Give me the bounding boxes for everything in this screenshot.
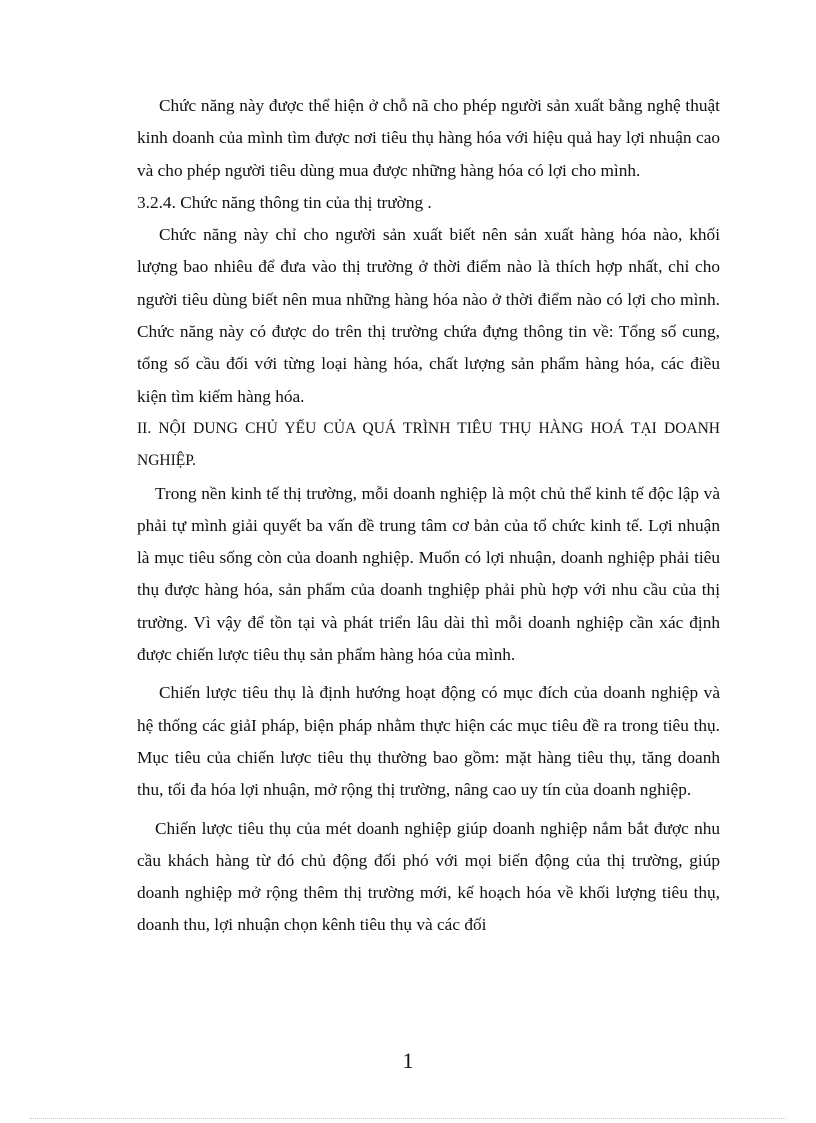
paragraph-strategy-benefits: Chiến lược tiêu thụ của mét doanh nghiệp giúp doanh nghiệp nắm bắt được nhu cầu khách hàng từ đó chủ động đối phó với mọi biến động của thị trường, giúp doanh nghiệp mở rộng thêm thị trường mới, kế hoạch hóa về khối lượng tiêu thụ, doanh thu, lợi nhuận chọn kênh tiêu thụ và các đối	[137, 818, 720, 935]
paragraph-sales-strategy: Chiến lược tiêu thụ là định hướng hoạt động có mục đích của doanh nghiệp và hệ thống các giảI pháp, biện pháp nhằm thực hiện các mục tiêu đề ra trong tiêu thụ. Mục tiêu của chiến lược tiêu thụ thường bao gồm: mặt hàng tiêu thụ, tăng doanh thu, tối đa hóa lợi nhuận, mở rộng thị trường, nâng cao uy tín của doanh nghiệp.	[137, 683, 720, 800]
section-heading-II: II. NỘI DUNG CHỦ YẾU CỦA QUÁ TRÌNH TIÊU THỤ HÀNG HOÁ TẠI DOANH NGHIỆP.	[137, 419, 720, 470]
paragraph-information-function: Chức năng này chỉ cho người sản xuất biết nên sản xuất hàng hóa nào, khối lượng bao nhiêu để đưa vào thị trường ở thời điểm nào là thích hợp nhất, chỉ cho người tiêu dùng biết nên mua những hàng hóa nào ở thời điểm nào có lợi cho mình. Chức năng này có được do trên thị trường chứa đựng thông tin về: Tổng số cung, tổng số cầu đối với từng loại hàng hóa, chất lượng sản phẩm hàng hóa, các điều kiện tìm kiếm hàng hóa.	[137, 225, 720, 406]
paragraph-market-role: Chức năng này được thể hiện ở chỗ nã cho phép người sản xuất bằng nghệ thuật kinh doanh của mình tìm được nơi tiêu thụ hàng hóa với hiệu quả hay lợi nhuận cao và cho phép người tiêu dùng mua được những hàng hóa có lợi cho mình.	[137, 96, 720, 180]
paragraph-market-economy: Trong nền kinh tế thị trường, mỗi doanh nghiệp là một chủ thể kinh tế độc lập và phải tự mình giải quyết ba vấn đề trung tâm cơ bản của tổ chức kinh tế. Lợi nhuận là mục tiêu sống còn của doanh nghiệp. Muốn có lợi nhuận, doanh nghiệp phải tiêu thụ được hàng hóa, sản phẩm của doanh tnghiệp phải phù hợp với nhu cầu của thị trường. Vì vậy để tồn tại và phát triển lâu dài thì mỗi doanh nghiệp cần xác định được chiến lược tiêu thụ sản phẩm hàng hóa của mình.	[137, 483, 720, 665]
page-bottom-divider	[30, 1118, 786, 1119]
subsection-heading-3-2-4: 3.2.4. Chức năng thông tin của thị trường .	[137, 192, 432, 212]
page-number: 1	[402, 1048, 414, 1073]
page-body	[137, 90, 720, 942]
